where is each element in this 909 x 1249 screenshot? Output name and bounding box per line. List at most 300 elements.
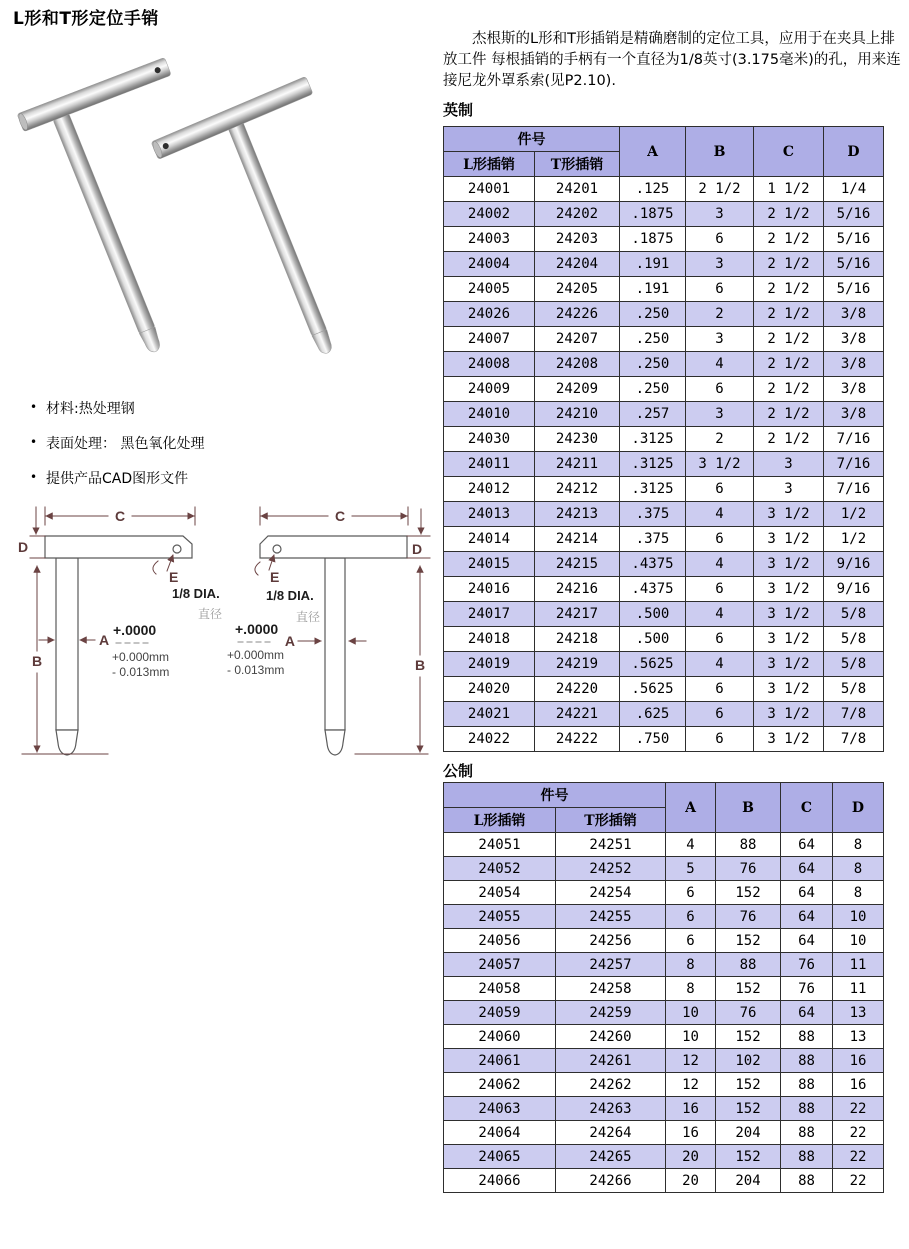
table-cell: .3125 [620, 427, 686, 452]
table-cell: 13 [833, 1025, 884, 1049]
table-row [444, 452, 884, 477]
table-cell: 24063 [444, 1097, 556, 1121]
table-cell: .191 [620, 252, 686, 277]
table-cell: 24209 [535, 377, 620, 402]
table-cell: 24056 [444, 929, 556, 953]
table-cell: 24262 [556, 1073, 666, 1097]
col-header-l-pin: L形插销 [444, 152, 535, 177]
table-cell: 3 1/2 [754, 702, 824, 727]
table-cell: 24211 [535, 452, 620, 477]
bullet-icon: • [30, 470, 38, 484]
table-cell: .257 [620, 402, 686, 427]
table-cell: 4 [666, 833, 716, 857]
col-header-t-pin: T形插销 [556, 808, 666, 833]
col-header-b: B [686, 127, 754, 177]
table-cell: 76 [781, 977, 833, 1001]
tolerance-mm-minus: - 0.013mm [227, 663, 285, 677]
table-cell: 6 [686, 227, 754, 252]
diagram-l-pin [18, 507, 222, 755]
table-cell: 9/16 [824, 577, 884, 602]
table-cell: 76 [716, 857, 781, 881]
table-cell: 9/16 [824, 552, 884, 577]
table-cell: 24015 [444, 552, 535, 577]
table-cell: 64 [781, 929, 833, 953]
bullet-icon: • [30, 400, 38, 414]
table-cell: 88 [716, 833, 781, 857]
table-cell: 2 1/2 [754, 277, 824, 302]
table-cell: 88 [781, 1049, 833, 1073]
table-row [444, 1001, 884, 1025]
table-cell: 24222 [535, 727, 620, 752]
table-cell: 8 [833, 833, 884, 857]
table-cell: 24202 [535, 202, 620, 227]
table-cell: .5625 [620, 677, 686, 702]
bullet-icon: • [30, 435, 38, 449]
table-cell: 76 [716, 1001, 781, 1025]
table-cell: 3/8 [824, 402, 884, 427]
table-cell: 24011 [444, 452, 535, 477]
table-cell: .750 [620, 727, 686, 752]
table-cell: 24021 [444, 702, 535, 727]
table-row [444, 881, 884, 905]
table-cell: 6 [686, 577, 754, 602]
table-cell: 22 [833, 1097, 884, 1121]
part-no-header: 件号 [444, 127, 620, 152]
table-row [444, 857, 884, 881]
table-cell: .250 [620, 377, 686, 402]
table-row [444, 677, 884, 702]
table-cell: 24057 [444, 953, 556, 977]
hole-dia-note: 1/8 DIA. [266, 588, 314, 603]
table-cell: 24263 [556, 1097, 666, 1121]
table-cell: 76 [781, 953, 833, 977]
table-header [444, 127, 884, 177]
table-cell: 3 1/2 [754, 727, 824, 752]
dim-label-b: B [414, 657, 426, 673]
table-cell: 3 [686, 402, 754, 427]
table-cell: 1/2 [824, 502, 884, 527]
table-cell: 11 [833, 953, 884, 977]
table-cell: 88 [781, 1169, 833, 1193]
table-cell: 10 [666, 1025, 716, 1049]
table-cell: 5 [666, 857, 716, 881]
table-cell: 24254 [556, 881, 666, 905]
table-cell: 4 [686, 602, 754, 627]
table-cell: 24212 [535, 477, 620, 502]
table-cell: .5625 [620, 652, 686, 677]
table-cell: 7/8 [824, 702, 884, 727]
table-cell: 24264 [556, 1121, 666, 1145]
table-cell: 3 [754, 452, 824, 477]
table-cell: .1875 [620, 202, 686, 227]
table-cell: 5/16 [824, 202, 884, 227]
table-cell: 24256 [556, 929, 666, 953]
table-cell: 24204 [535, 252, 620, 277]
table-cell: 24051 [444, 833, 556, 857]
table-cell: 3 1/2 [754, 527, 824, 552]
hole-dia-note-cn: 直径 [198, 607, 223, 621]
table-row [444, 1169, 884, 1193]
table-cell: 24001 [444, 177, 535, 202]
table-row [444, 1121, 884, 1145]
table-cell: 24255 [556, 905, 666, 929]
table-cell: 24052 [444, 857, 556, 881]
table-row [444, 377, 884, 402]
table-cell: 22 [833, 1145, 884, 1169]
table-cell: 64 [781, 833, 833, 857]
table-cell: 64 [781, 905, 833, 929]
table-cell: .250 [620, 352, 686, 377]
table-cell: 24258 [556, 977, 666, 1001]
table-cell: 24061 [444, 1049, 556, 1073]
table-cell: 3 1/2 [686, 452, 754, 477]
table-cell: 8 [666, 953, 716, 977]
table-cell: 16 [666, 1097, 716, 1121]
col-header-d: D [833, 783, 884, 833]
photo-t-pin [151, 76, 335, 356]
tolerance-mm-minus: - 0.013mm [112, 665, 170, 679]
table-cell: 152 [716, 929, 781, 953]
table-cell: 24251 [556, 833, 666, 857]
table-cell: 1 1/2 [754, 177, 824, 202]
table-cell: .1875 [620, 227, 686, 252]
table-cell: 5/8 [824, 652, 884, 677]
table-cell: 3 1/2 [754, 577, 824, 602]
part-no-header: 件号 [444, 783, 666, 808]
table-cell: .3125 [620, 452, 686, 477]
tolerance-inch: +.0000 [235, 621, 279, 637]
table-cell: 2 1/2 [754, 352, 824, 377]
table-cell: 24265 [556, 1145, 666, 1169]
table-cell: 24012 [444, 477, 535, 502]
table-cell: 204 [716, 1169, 781, 1193]
hole [273, 545, 281, 553]
hole-dia-note-cn: 直径 [296, 610, 321, 624]
tolerance-inch: +.0000 [113, 622, 157, 638]
list-item [30, 398, 420, 418]
table-cell: 2 1/2 [754, 252, 824, 277]
table-cell: 88 [716, 953, 781, 977]
table-cell: 4 [686, 352, 754, 377]
table-cell: .4375 [620, 577, 686, 602]
list-item [30, 433, 420, 453]
table-cell: 24201 [535, 177, 620, 202]
col-header-a: A [666, 783, 716, 833]
table-cell: .250 [620, 327, 686, 352]
table-row [444, 702, 884, 727]
table-cell: 88 [781, 1097, 833, 1121]
col-header-c: C [781, 783, 833, 833]
table-cell: 24009 [444, 377, 535, 402]
page-title: L形和T形定位手销 [13, 9, 159, 29]
section-heading-metric: 公制 [443, 762, 474, 780]
table-cell: 24230 [535, 427, 620, 452]
col-header-c: C [754, 127, 824, 177]
dim-label-a: A [99, 632, 110, 648]
table-cell: 204 [716, 1121, 781, 1145]
table-cell: 16 [833, 1073, 884, 1097]
table-cell: 24213 [535, 502, 620, 527]
table-row [444, 627, 884, 652]
diagram-t-pin [227, 507, 430, 755]
section-heading-imperial: 英制 [443, 101, 474, 119]
imperial-spec-table [443, 126, 884, 752]
table-cell: 24217 [535, 602, 620, 627]
table-cell: .375 [620, 502, 686, 527]
table-cell: 4 [686, 552, 754, 577]
table-cell: 24014 [444, 527, 535, 552]
table-cell: 24005 [444, 277, 535, 302]
table-row [444, 1049, 884, 1073]
table-body [444, 833, 884, 1193]
table-cell: 3/8 [824, 352, 884, 377]
col-header-d: D [824, 127, 884, 177]
tolerance-mm-plus: +0.000mm [227, 648, 285, 662]
table-cell: 24010 [444, 402, 535, 427]
table-row [444, 953, 884, 977]
table-cell: 24226 [535, 302, 620, 327]
table-cell: 24018 [444, 627, 535, 652]
table-cell: 24207 [535, 327, 620, 352]
table-cell: 3 1/2 [754, 602, 824, 627]
table-cell: 2 1/2 [754, 377, 824, 402]
table-cell: 20 [666, 1145, 716, 1169]
table-cell: .4375 [620, 552, 686, 577]
table-cell: 6 [686, 702, 754, 727]
table-cell: 2 1/2 [754, 427, 824, 452]
table-cell: 3/8 [824, 377, 884, 402]
table-cell: 2 1/2 [754, 302, 824, 327]
table-cell: 24017 [444, 602, 535, 627]
table-cell: 10 [833, 905, 884, 929]
table-cell: 24054 [444, 881, 556, 905]
table-cell: 24019 [444, 652, 535, 677]
metric-spec-table [443, 782, 884, 1193]
table-cell: 2 1/2 [754, 227, 824, 252]
table-cell: 88 [781, 1073, 833, 1097]
tolerance-mm-plus: +0.000mm [112, 650, 170, 664]
table-cell: 2 [686, 302, 754, 327]
hole-dia-note: 1/8 DIA. [172, 586, 220, 601]
table-row [444, 177, 884, 202]
table-cell: 2 1/2 [686, 177, 754, 202]
table-cell: 6 [666, 881, 716, 905]
table-row [444, 977, 884, 1001]
table-row [444, 1025, 884, 1049]
table-cell: 4 [686, 502, 754, 527]
table-row [444, 652, 884, 677]
table-cell: 24266 [556, 1169, 666, 1193]
table-cell: 6 [686, 627, 754, 652]
table-cell: 5/16 [824, 252, 884, 277]
table-cell: 6 [666, 905, 716, 929]
col-header-a: A [620, 127, 686, 177]
intro-paragraph: 杰根斯的L形和T形插销是精确磨制的定位工具，应用于在夹具上排放工件 每根插销的手柄有一个直径为1/8英寸(3.175毫米)的孔，用来连接尼龙外罩系索(见P2.10). [443, 31, 901, 90]
table-cell: 12 [666, 1049, 716, 1073]
list-item [30, 468, 420, 488]
table-cell: 5/8 [824, 627, 884, 652]
table-cell: .500 [620, 602, 686, 627]
table-cell: 3 1/2 [754, 552, 824, 577]
table-cell: 24030 [444, 427, 535, 452]
dim-label-b: B [31, 653, 43, 669]
table-cell: 1/4 [824, 177, 884, 202]
table-cell: 24064 [444, 1121, 556, 1145]
table-cell: 24007 [444, 327, 535, 352]
bullet-text: 表面处理： 黑色氧化处理 [46, 436, 205, 452]
table-cell: 24003 [444, 227, 535, 252]
table-cell: 22 [833, 1169, 884, 1193]
table-cell: 6 [686, 727, 754, 752]
table-cell: 6 [686, 277, 754, 302]
table-cell: 2 1/2 [754, 202, 824, 227]
table-cell: .375 [620, 527, 686, 552]
table-row [444, 929, 884, 953]
table-cell: 3/8 [824, 302, 884, 327]
table-row [444, 477, 884, 502]
table-cell: 152 [716, 1145, 781, 1169]
table-cell: 20 [666, 1169, 716, 1193]
table-cell: 24261 [556, 1049, 666, 1073]
table-row [444, 227, 884, 252]
table-cell: 8 [833, 881, 884, 905]
table-cell: 24020 [444, 677, 535, 702]
table-cell: 7/8 [824, 727, 884, 752]
table-row [444, 252, 884, 277]
table-cell: 24215 [535, 552, 620, 577]
table-cell: 1/2 [824, 527, 884, 552]
table-row [444, 202, 884, 227]
table-row [444, 302, 884, 327]
table-cell: 24259 [556, 1001, 666, 1025]
table-cell: 24004 [444, 252, 535, 277]
table-cell: 24058 [444, 977, 556, 1001]
table-cell: 6 [666, 929, 716, 953]
table-row [444, 1097, 884, 1121]
table-cell: 24257 [556, 953, 666, 977]
table-cell: 24260 [556, 1025, 666, 1049]
table-cell: 3 1/2 [754, 502, 824, 527]
table-cell: 24026 [444, 302, 535, 327]
table-cell: 24066 [444, 1169, 556, 1193]
table-row [444, 602, 884, 627]
dimension-diagram [8, 503, 433, 765]
table-cell: 3 1/2 [754, 677, 824, 702]
col-header-b: B [716, 783, 781, 833]
table-cell: .3125 [620, 477, 686, 502]
dim-label-d: D [17, 539, 29, 555]
table-cell: 6 [686, 477, 754, 502]
col-header-t-pin: T形插销 [535, 152, 620, 177]
table-row [444, 327, 884, 352]
table-cell: 152 [716, 1025, 781, 1049]
table-cell: 3 [686, 202, 754, 227]
dim-label-c: C [334, 508, 346, 524]
table-cell: 24214 [535, 527, 620, 552]
table-cell: 76 [716, 905, 781, 929]
table-cell: 24216 [535, 577, 620, 602]
table-cell: 12 [666, 1073, 716, 1097]
dim-label-a: A [284, 633, 295, 649]
hole [173, 545, 181, 553]
table-row [444, 1073, 884, 1097]
table-cell: .500 [620, 627, 686, 652]
dim-label-e: E [169, 569, 179, 585]
table-row [444, 833, 884, 857]
table-cell: 24059 [444, 1001, 556, 1025]
photo-l-pin [17, 57, 172, 354]
table-cell: 64 [781, 881, 833, 905]
table-cell: 16 [833, 1049, 884, 1073]
table-cell: 152 [716, 977, 781, 1001]
table-cell: 24220 [535, 677, 620, 702]
table-cell: 8 [833, 857, 884, 881]
table-cell: 16 [666, 1121, 716, 1145]
table-cell: 152 [716, 1097, 781, 1121]
table-row [444, 402, 884, 427]
table-cell: 24208 [535, 352, 620, 377]
bullet-text: 提供产品CAD图形文件 [46, 471, 189, 487]
table-cell: 3 [686, 252, 754, 277]
table-cell: 5/8 [824, 602, 884, 627]
table-cell: 24022 [444, 727, 535, 752]
table-cell: 4 [686, 652, 754, 677]
table-cell: 152 [716, 881, 781, 905]
table-cell: 7/16 [824, 477, 884, 502]
table-cell: 6 [686, 677, 754, 702]
table-cell: 13 [833, 1001, 884, 1025]
table-cell: 6 [686, 527, 754, 552]
table-cell: 88 [781, 1025, 833, 1049]
table-cell: 5/8 [824, 677, 884, 702]
table-cell: 8 [666, 977, 716, 1001]
table-cell: 24002 [444, 202, 535, 227]
table-cell: 152 [716, 1073, 781, 1097]
table-cell: 24013 [444, 502, 535, 527]
dim-label-c: C [114, 508, 126, 524]
table-cell: 24062 [444, 1073, 556, 1097]
bullet-text: 材料:热处理钢 [46, 401, 135, 417]
table-body [444, 177, 884, 752]
table-cell: 88 [781, 1121, 833, 1145]
table-cell: 24219 [535, 652, 620, 677]
table-cell: 102 [716, 1049, 781, 1073]
table-cell: 24203 [535, 227, 620, 252]
table-header [444, 783, 884, 833]
table-cell: .191 [620, 277, 686, 302]
table-cell: 24221 [535, 702, 620, 727]
table-cell: 2 1/2 [754, 327, 824, 352]
table-row [444, 502, 884, 527]
table-cell: 64 [781, 1001, 833, 1025]
table-cell: 7/16 [824, 427, 884, 452]
table-row [444, 1145, 884, 1169]
table-cell: 3 [754, 477, 824, 502]
table-row [444, 277, 884, 302]
table-cell: 2 1/2 [754, 402, 824, 427]
table-cell: 24060 [444, 1025, 556, 1049]
table-cell: 24210 [535, 402, 620, 427]
table-cell: 5/16 [824, 227, 884, 252]
table-row [444, 727, 884, 752]
dim-label-e: E [270, 569, 280, 585]
table-cell: 22 [833, 1121, 884, 1145]
feature-list [30, 398, 420, 503]
table-cell: 3 [686, 327, 754, 352]
table-cell: 7/16 [824, 452, 884, 477]
table-cell: 24016 [444, 577, 535, 602]
table-cell: 5/16 [824, 277, 884, 302]
